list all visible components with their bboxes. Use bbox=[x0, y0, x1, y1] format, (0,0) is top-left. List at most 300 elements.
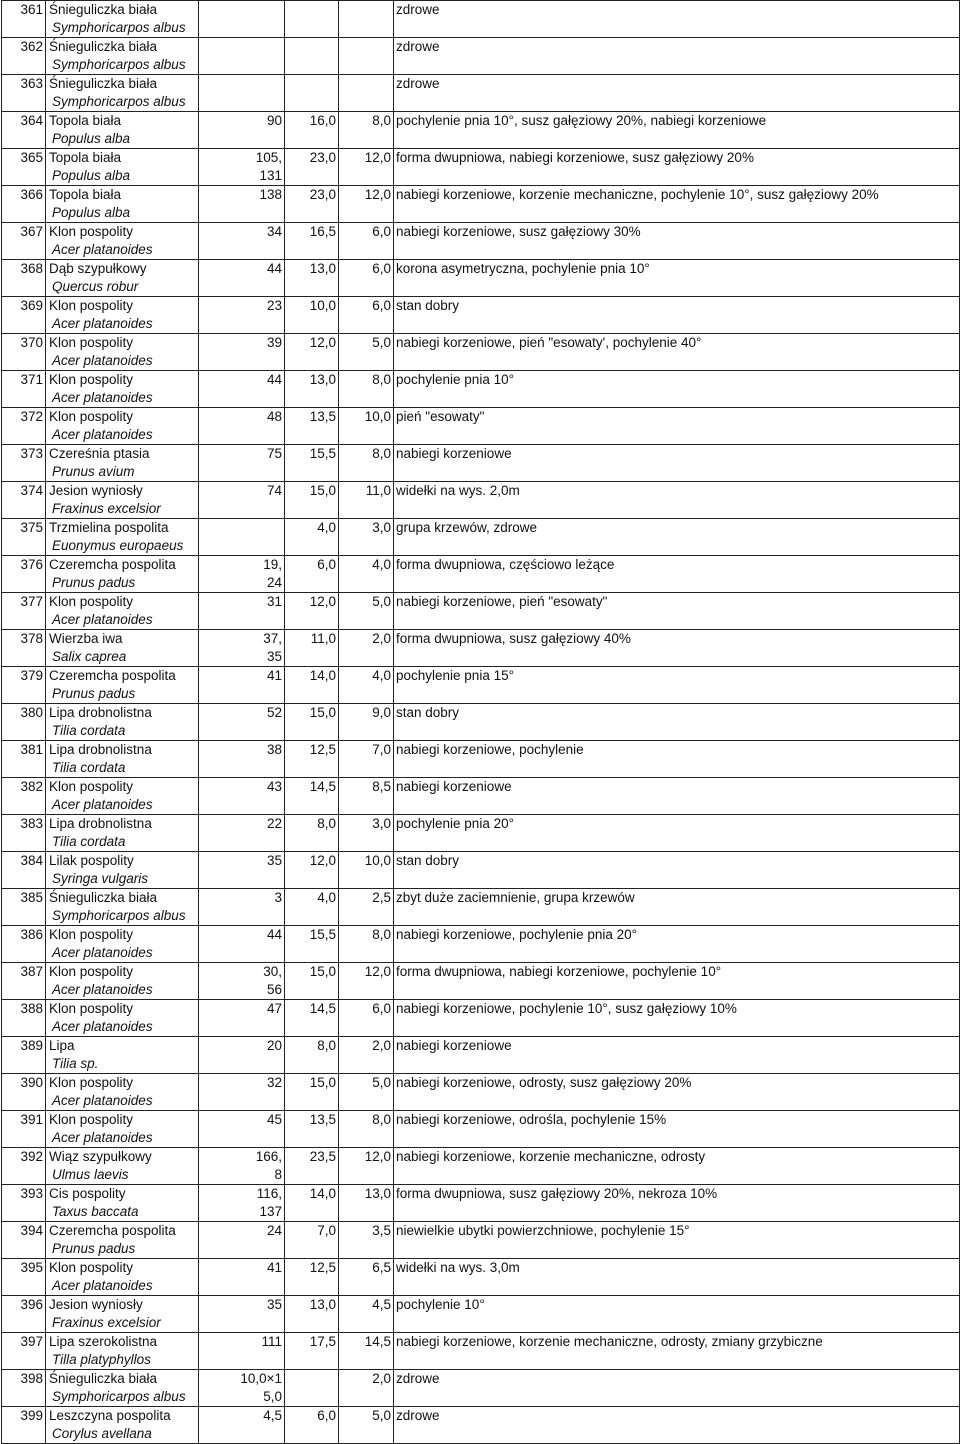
condition-description-cell: pochylenie pnia 10°, susz gałęziowy 20%, nabiegi korzeniowe bbox=[394, 112, 960, 149]
circumference-line: 39 bbox=[266, 335, 282, 350]
height-cell: 12,5 bbox=[285, 741, 339, 778]
table-row bbox=[2, 1111, 960, 1148]
crown-width-cell: 4,0 bbox=[339, 667, 394, 704]
circumference-line: 10,0×1 bbox=[240, 1371, 282, 1386]
condition-description-cell: grupa krzewów, zdrowe bbox=[394, 519, 960, 556]
species-cell bbox=[46, 815, 199, 852]
species-cell bbox=[46, 926, 199, 963]
condition-description-cell: zbyt duże zaciemnienie, grupa krzewów bbox=[394, 889, 960, 926]
condition-description-cell: nabiegi korzeniowe, korzenie mechaniczne, odrosty bbox=[394, 1148, 960, 1185]
circumference-line: 31 bbox=[266, 594, 282, 609]
tree-number-cell: 383 bbox=[2, 815, 46, 852]
species-latin-name: Acer platanoides bbox=[52, 242, 153, 257]
table-row bbox=[2, 1148, 960, 1185]
circumference-cell bbox=[199, 408, 285, 445]
species-latin-name: Tilia cordata bbox=[52, 760, 126, 775]
circumference-cell bbox=[199, 1148, 285, 1185]
crown-width-cell: 3,0 bbox=[339, 815, 394, 852]
condition-description-cell: forma dwupniowa, nabiegi korzeniowe, susz gałęziowy 20% bbox=[394, 149, 960, 186]
condition-description-cell: nabiegi korzeniowe, pień "esowaty', pochylenie 40° bbox=[394, 334, 960, 371]
species-cell bbox=[46, 630, 199, 667]
species-cell bbox=[46, 556, 199, 593]
circumference-line: 137 bbox=[259, 1204, 282, 1219]
crown-width-cell: 6,0 bbox=[339, 223, 394, 260]
species-common-name: Klon pospolity bbox=[49, 1001, 134, 1016]
tree-number-cell: 369 bbox=[2, 297, 46, 334]
condition-description-cell: pochylenie pnia 10° bbox=[394, 371, 960, 408]
condition-description-cell: zdrowe bbox=[394, 1407, 960, 1444]
condition-description-cell: zdrowe bbox=[394, 38, 960, 75]
circumference-line: 47 bbox=[266, 1001, 282, 1016]
table-row bbox=[2, 371, 960, 408]
condition-description-cell: stan dobry bbox=[394, 704, 960, 741]
species-cell bbox=[46, 445, 199, 482]
height-cell: 12,0 bbox=[285, 852, 339, 889]
species-cell bbox=[46, 519, 199, 556]
circumference-line: 44 bbox=[266, 372, 282, 387]
table-row bbox=[2, 112, 960, 149]
height-cell: 23,0 bbox=[285, 186, 339, 223]
species-common-name: Klon pospolity bbox=[49, 964, 134, 979]
crown-width-cell: 6,0 bbox=[339, 260, 394, 297]
table-row bbox=[2, 408, 960, 445]
table-row bbox=[2, 889, 960, 926]
species-cell bbox=[46, 963, 199, 1000]
species-latin-name: Populus alba bbox=[52, 168, 131, 183]
height-cell: 7,0 bbox=[285, 1222, 339, 1259]
species-common-name: Klon pospolity bbox=[49, 372, 134, 387]
condition-description-cell: pień "esowaty" bbox=[394, 408, 960, 445]
species-cell bbox=[46, 149, 199, 186]
table-row bbox=[2, 556, 960, 593]
species-common-name: Topola biała bbox=[49, 113, 122, 128]
species-common-name: Klon pospolity bbox=[49, 1260, 134, 1275]
crown-width-cell bbox=[339, 38, 394, 75]
height-cell: 12,5 bbox=[285, 1259, 339, 1296]
crown-width-cell: 9,0 bbox=[339, 704, 394, 741]
condition-description-cell: pochylenie 10° bbox=[394, 1296, 960, 1333]
height-cell: 11,0 bbox=[285, 630, 339, 667]
circumference-line: 52 bbox=[266, 705, 282, 720]
species-latin-name: Tilia cordata bbox=[52, 723, 126, 738]
tree-number-cell: 367 bbox=[2, 223, 46, 260]
table-row bbox=[2, 1185, 960, 1222]
tree-number-cell: 396 bbox=[2, 1296, 46, 1333]
circumference-line: 24 bbox=[266, 1223, 282, 1238]
species-common-name: Klon pospolity bbox=[49, 335, 134, 350]
circumference-line: 5,0 bbox=[263, 1389, 282, 1404]
species-latin-name: Corylus avellana bbox=[52, 1426, 152, 1441]
height-cell bbox=[285, 75, 339, 112]
circumference-line: 44 bbox=[266, 927, 282, 942]
species-common-name: Lipa szerokolistna bbox=[49, 1334, 158, 1349]
species-common-name: Dąb szypułkowy bbox=[49, 261, 147, 276]
circumference-cell bbox=[199, 667, 285, 704]
condition-description-cell: nabiegi korzeniowe, odrośla, pochylenie 15% bbox=[394, 1111, 960, 1148]
table-row bbox=[2, 852, 960, 889]
tree-inventory-table bbox=[1, 0, 960, 1444]
circumference-cell bbox=[199, 593, 285, 630]
circumference-line: 22 bbox=[266, 816, 282, 831]
height-cell bbox=[285, 1370, 339, 1407]
species-common-name: Śnieguliczka biała bbox=[49, 76, 158, 91]
circumference-cell bbox=[199, 1407, 285, 1444]
height-cell: 16,5 bbox=[285, 223, 339, 260]
condition-description-cell: zdrowe bbox=[394, 1370, 960, 1407]
crown-width-cell: 7,0 bbox=[339, 741, 394, 778]
crown-width-cell: 8,0 bbox=[339, 926, 394, 963]
species-latin-name: Symphoricarpos albus bbox=[52, 908, 186, 923]
table-row bbox=[2, 667, 960, 704]
height-cell: 14,5 bbox=[285, 1000, 339, 1037]
species-common-name: Topola biała bbox=[49, 150, 122, 165]
tree-number-cell: 379 bbox=[2, 667, 46, 704]
crown-width-cell: 14,5 bbox=[339, 1333, 394, 1370]
circumference-cell bbox=[199, 297, 285, 334]
height-cell: 15,5 bbox=[285, 445, 339, 482]
species-latin-name: Acer platanoides bbox=[52, 390, 153, 405]
crown-width-cell: 4,0 bbox=[339, 556, 394, 593]
table-body bbox=[2, 1, 960, 1444]
tree-number-cell: 365 bbox=[2, 149, 46, 186]
circumference-line: 4,5 bbox=[263, 1408, 282, 1423]
condition-description-cell: nabiegi korzeniowe, susz gałęziowy 30% bbox=[394, 223, 960, 260]
circumference-line: 56 bbox=[266, 982, 282, 997]
height-cell bbox=[285, 1, 339, 38]
table-row bbox=[2, 815, 960, 852]
tree-number-cell: 373 bbox=[2, 445, 46, 482]
species-latin-name: Symphoricarpos albus bbox=[52, 57, 186, 72]
condition-description-cell: forma dwupniowa, częściowo leżące bbox=[394, 556, 960, 593]
condition-description-cell: pochylenie pnia 15° bbox=[394, 667, 960, 704]
species-cell bbox=[46, 667, 199, 704]
circumference-line: 38 bbox=[266, 742, 282, 757]
condition-description-cell: nabiegi korzeniowe, pochylenie bbox=[394, 741, 960, 778]
species-common-name: Klon pospolity bbox=[49, 779, 134, 794]
species-latin-name: Prunus padus bbox=[52, 1241, 136, 1256]
circumference-cell bbox=[199, 815, 285, 852]
height-cell: 6,0 bbox=[285, 1407, 339, 1444]
crown-width-cell: 10,0 bbox=[339, 408, 394, 445]
table-row bbox=[2, 704, 960, 741]
table-row bbox=[2, 741, 960, 778]
height-cell: 13,0 bbox=[285, 260, 339, 297]
table-row bbox=[2, 297, 960, 334]
tree-number-cell: 362 bbox=[2, 38, 46, 75]
table-row bbox=[2, 1333, 960, 1370]
circumference-line: 90 bbox=[266, 113, 282, 128]
species-latin-name: Acer platanoides bbox=[52, 1019, 153, 1034]
tree-number-cell: 363 bbox=[2, 75, 46, 112]
circumference-line: 166, bbox=[255, 1149, 282, 1164]
crown-width-cell: 3,5 bbox=[339, 1222, 394, 1259]
species-common-name: Jesion wyniosły bbox=[49, 1297, 143, 1312]
tree-number-cell: 364 bbox=[2, 112, 46, 149]
species-latin-name: Acer platanoides bbox=[52, 427, 153, 442]
species-latin-name: Prunus avium bbox=[52, 464, 135, 479]
species-common-name: Czereśnia ptasia bbox=[49, 446, 150, 461]
circumference-cell bbox=[199, 630, 285, 667]
condition-description-cell: nabiegi korzeniowe, pochylenie pnia 20° bbox=[394, 926, 960, 963]
table-row bbox=[2, 1074, 960, 1111]
table-row bbox=[2, 38, 960, 75]
crown-width-cell bbox=[339, 1, 394, 38]
height-cell: 4,0 bbox=[285, 889, 339, 926]
species-common-name: Wierzba iwa bbox=[49, 631, 123, 646]
condition-description-cell: nabiegi korzeniowe bbox=[394, 778, 960, 815]
species-cell bbox=[46, 112, 199, 149]
circumference-cell bbox=[199, 38, 285, 75]
circumference-line: 34 bbox=[266, 224, 282, 239]
table-row bbox=[2, 1370, 960, 1407]
species-latin-name: Quercus robur bbox=[52, 279, 139, 294]
table-row bbox=[2, 260, 960, 297]
species-common-name: Czeremcha pospolita bbox=[49, 668, 176, 683]
species-cell bbox=[46, 1037, 199, 1074]
species-cell bbox=[46, 1000, 199, 1037]
crown-width-cell: 13,0 bbox=[339, 1185, 394, 1222]
table-row bbox=[2, 334, 960, 371]
height-cell: 15,5 bbox=[285, 926, 339, 963]
tree-number-cell: 375 bbox=[2, 519, 46, 556]
tree-number-cell: 389 bbox=[2, 1037, 46, 1074]
crown-width-cell bbox=[339, 75, 394, 112]
circumference-cell bbox=[199, 963, 285, 1000]
height-cell: 13,5 bbox=[285, 408, 339, 445]
tree-number-cell: 371 bbox=[2, 371, 46, 408]
condition-description-cell: korona asymetryczna, pochylenie pnia 10° bbox=[394, 260, 960, 297]
species-cell bbox=[46, 371, 199, 408]
species-cell bbox=[46, 1, 199, 38]
circumference-cell bbox=[199, 519, 285, 556]
species-common-name: Śnieguliczka biała bbox=[49, 39, 158, 54]
species-latin-name: Acer platanoides bbox=[52, 1278, 153, 1293]
height-cell: 13,0 bbox=[285, 1296, 339, 1333]
species-common-name: Klon pospolity bbox=[49, 594, 134, 609]
table-row bbox=[2, 1222, 960, 1259]
height-cell: 6,0 bbox=[285, 556, 339, 593]
circumference-line: 8 bbox=[274, 1167, 282, 1182]
condition-description-cell: pochylenie pnia 20° bbox=[394, 815, 960, 852]
tree-number-cell: 374 bbox=[2, 482, 46, 519]
species-common-name: Czeremcha pospolita bbox=[49, 557, 176, 572]
condition-description-cell: stan dobry bbox=[394, 297, 960, 334]
circumference-cell bbox=[199, 1000, 285, 1037]
crown-width-cell: 8,0 bbox=[339, 1111, 394, 1148]
species-cell bbox=[46, 75, 199, 112]
circumference-line: 74 bbox=[266, 483, 282, 498]
tree-number-cell: 381 bbox=[2, 741, 46, 778]
condition-description-cell: niewielkie ubytki powierzchniowe, pochylenie 15° bbox=[394, 1222, 960, 1259]
species-latin-name: Populus alba bbox=[52, 131, 131, 146]
circumference-line: 35 bbox=[266, 1297, 282, 1312]
tree-number-cell: 390 bbox=[2, 1074, 46, 1111]
species-cell bbox=[46, 1148, 199, 1185]
circumference-line: 105, bbox=[255, 150, 282, 165]
table-row bbox=[2, 149, 960, 186]
species-latin-name: Acer platanoides bbox=[52, 982, 153, 997]
crown-width-cell: 2,5 bbox=[339, 889, 394, 926]
species-common-name: Klon pospolity bbox=[49, 927, 134, 942]
species-cell bbox=[46, 1222, 199, 1259]
species-latin-name: Acer platanoides bbox=[52, 1130, 153, 1145]
table-row bbox=[2, 778, 960, 815]
height-cell: 13,5 bbox=[285, 1111, 339, 1148]
tree-number-cell: 387 bbox=[2, 963, 46, 1000]
height-cell: 14,0 bbox=[285, 1185, 339, 1222]
circumference-cell bbox=[199, 889, 285, 926]
condition-description-cell: forma dwupniowa, susz gałęziowy 40% bbox=[394, 630, 960, 667]
species-latin-name: Tilla platyphyllos bbox=[52, 1352, 151, 1367]
circumference-line: 138 bbox=[259, 187, 282, 202]
species-cell bbox=[46, 223, 199, 260]
tree-number-cell: 378 bbox=[2, 630, 46, 667]
species-common-name: Śnieguliczka biała bbox=[49, 1371, 158, 1386]
species-latin-name: Populus alba bbox=[52, 205, 131, 220]
species-cell bbox=[46, 1111, 199, 1148]
height-cell: 15,0 bbox=[285, 704, 339, 741]
height-cell: 15,0 bbox=[285, 1074, 339, 1111]
tree-number-cell: 380 bbox=[2, 704, 46, 741]
table-row bbox=[2, 1037, 960, 1074]
species-common-name: Czeremcha pospolita bbox=[49, 1223, 176, 1238]
condition-description-cell: widełki na wys. 2,0m bbox=[394, 482, 960, 519]
circumference-cell bbox=[199, 482, 285, 519]
circumference-line: 45 bbox=[266, 1112, 282, 1127]
table-row bbox=[2, 519, 960, 556]
condition-description-cell: nabiegi korzeniowe bbox=[394, 1037, 960, 1074]
circumference-line: 44 bbox=[266, 261, 282, 276]
species-latin-name: Symphoricarpos albus bbox=[52, 20, 186, 35]
circumference-cell bbox=[199, 1222, 285, 1259]
table-row bbox=[2, 963, 960, 1000]
crown-width-cell: 2,0 bbox=[339, 1037, 394, 1074]
height-cell: 12,0 bbox=[285, 593, 339, 630]
crown-width-cell: 4,5 bbox=[339, 1296, 394, 1333]
species-cell bbox=[46, 1259, 199, 1296]
circumference-cell bbox=[199, 1111, 285, 1148]
circumference-line: 35 bbox=[266, 853, 282, 868]
species-latin-name: Acer platanoides bbox=[52, 945, 153, 960]
height-cell: 8,0 bbox=[285, 815, 339, 852]
condition-description-cell: nabiegi korzeniowe, pochylenie 10°, susz gałęziowy 10% bbox=[394, 1000, 960, 1037]
circumference-line: 32 bbox=[266, 1075, 282, 1090]
tree-number-cell: 388 bbox=[2, 1000, 46, 1037]
condition-description-cell: forma dwupniowa, nabiegi korzeniowe, pochylenie 10° bbox=[394, 963, 960, 1000]
condition-description-cell: nabiegi korzeniowe, pień "esowaty" bbox=[394, 593, 960, 630]
circumference-cell bbox=[199, 445, 285, 482]
condition-description-cell: zdrowe bbox=[394, 75, 960, 112]
height-cell: 13,0 bbox=[285, 371, 339, 408]
species-common-name: Śnieguliczka biała bbox=[49, 890, 158, 905]
species-common-name: Lipa drobnolistna bbox=[49, 742, 152, 757]
tree-number-cell: 385 bbox=[2, 889, 46, 926]
species-latin-name: Ulmus laevis bbox=[52, 1167, 129, 1182]
height-cell: 14,5 bbox=[285, 778, 339, 815]
species-latin-name: Acer platanoides bbox=[52, 797, 153, 812]
circumference-cell bbox=[199, 112, 285, 149]
species-cell bbox=[46, 38, 199, 75]
tree-number-cell: 399 bbox=[2, 1407, 46, 1444]
species-common-name: Lipa drobnolistna bbox=[49, 705, 152, 720]
species-latin-name: Taxus baccata bbox=[52, 1204, 139, 1219]
species-common-name: Trzmielina pospolita bbox=[49, 520, 169, 535]
circumference-line: 35 bbox=[266, 649, 282, 664]
species-common-name: Leszczyna pospolita bbox=[49, 1408, 171, 1423]
tree-number-cell: 368 bbox=[2, 260, 46, 297]
species-common-name: Klon pospolity bbox=[49, 1075, 134, 1090]
crown-width-cell: 2,0 bbox=[339, 630, 394, 667]
circumference-cell bbox=[199, 741, 285, 778]
circumference-cell bbox=[199, 1, 285, 38]
species-latin-name: Tilia sp. bbox=[52, 1056, 99, 1071]
circumference-line: 20 bbox=[266, 1038, 282, 1053]
species-latin-name: Syringa vulgaris bbox=[52, 871, 149, 886]
circumference-cell bbox=[199, 778, 285, 815]
crown-width-cell: 12,0 bbox=[339, 1148, 394, 1185]
species-latin-name: Acer platanoides bbox=[52, 353, 153, 368]
height-cell: 10,0 bbox=[285, 297, 339, 334]
tree-number-cell: 382 bbox=[2, 778, 46, 815]
species-cell bbox=[46, 186, 199, 223]
circumference-line: 30, bbox=[263, 964, 282, 979]
species-latin-name: Euonymus europaeus bbox=[52, 538, 184, 553]
species-latin-name: Prunus padus bbox=[52, 686, 136, 701]
height-cell: 12,0 bbox=[285, 334, 339, 371]
crown-width-cell: 6,5 bbox=[339, 1259, 394, 1296]
condition-description-cell: stan dobry bbox=[394, 852, 960, 889]
circumference-line: 41 bbox=[266, 668, 282, 683]
species-cell bbox=[46, 704, 199, 741]
species-common-name: Lipa drobnolistna bbox=[49, 816, 152, 831]
tree-number-cell: 394 bbox=[2, 1222, 46, 1259]
species-cell bbox=[46, 1296, 199, 1333]
circumference-cell bbox=[199, 149, 285, 186]
circumference-line: 116, bbox=[256, 1186, 282, 1201]
condition-description-cell: nabiegi korzeniowe, korzenie mechaniczne, odrosty, zmiany grzybiczne bbox=[394, 1333, 960, 1370]
species-common-name: Jesion wyniosły bbox=[49, 483, 143, 498]
tree-number-cell: 384 bbox=[2, 852, 46, 889]
species-cell bbox=[46, 1333, 199, 1370]
tree-number-cell: 391 bbox=[2, 1111, 46, 1148]
crown-width-cell: 10,0 bbox=[339, 852, 394, 889]
circumference-line: 23 bbox=[266, 298, 282, 313]
circumference-cell bbox=[199, 371, 285, 408]
circumference-cell bbox=[199, 1296, 285, 1333]
species-latin-name: Salix caprea bbox=[52, 649, 127, 664]
height-cell bbox=[285, 38, 339, 75]
height-cell: 17,5 bbox=[285, 1333, 339, 1370]
table-row bbox=[2, 1, 960, 38]
height-cell: 15,0 bbox=[285, 963, 339, 1000]
circumference-line: 37, bbox=[263, 631, 282, 646]
table-row bbox=[2, 630, 960, 667]
table-row bbox=[2, 926, 960, 963]
species-common-name: Wiąz szypułkowy bbox=[49, 1149, 152, 1164]
circumference-cell bbox=[199, 1074, 285, 1111]
crown-width-cell: 5,0 bbox=[339, 1074, 394, 1111]
crown-width-cell: 5,0 bbox=[339, 334, 394, 371]
circumference-line: 131 bbox=[259, 168, 282, 183]
species-latin-name: Prunus padus bbox=[52, 575, 136, 590]
table-row bbox=[2, 1407, 960, 1444]
table-row bbox=[2, 445, 960, 482]
crown-width-cell: 5,0 bbox=[339, 593, 394, 630]
table-row bbox=[2, 1296, 960, 1333]
species-cell bbox=[46, 482, 199, 519]
circumference-cell bbox=[199, 75, 285, 112]
species-latin-name: Acer platanoides bbox=[52, 1093, 153, 1108]
